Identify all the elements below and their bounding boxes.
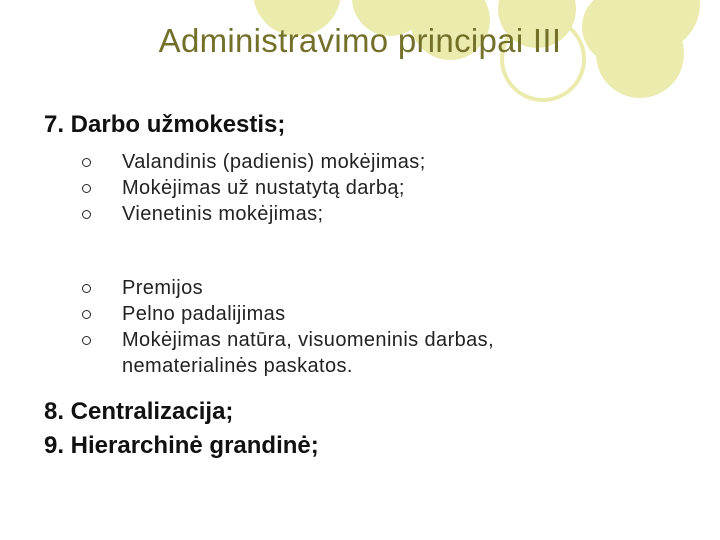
list-item [78,327,494,379]
list-item-text: Mokėjimas natūra, visuomeninis darbas, [122,329,495,351]
list-item [78,149,426,175]
section-heading-9: 9. Hierarchinė grandinė; [44,432,319,459]
hollow-circle-bullet-icon [82,158,91,167]
section-heading-7: 7. Darbo užmokestis; [44,111,286,138]
bullet-list-incentives [78,275,494,379]
list-item [78,275,494,301]
list-item-text: Mokėjimas už nustatytą darbą; [122,177,405,199]
section-heading-8: 8. Centralizacija; [44,398,234,425]
list-item-text: Vienetinis mokėjimas; [122,203,324,225]
list-item [78,301,494,327]
hollow-circle-bullet-icon [82,284,91,293]
list-item-text: Premijos [122,277,203,299]
hollow-circle-bullet-icon [82,184,91,193]
list-item-text: Valandinis (padienis) mokėjimas; [122,151,426,173]
list-item [78,201,426,227]
list-item-text: Pelno padalijimas [122,303,286,325]
hollow-circle-bullet-icon [82,336,91,345]
hollow-circle-bullet-icon [82,210,91,219]
page-title: Administravimo principai III [158,22,562,59]
hollow-circle-bullet-icon [82,310,91,319]
bullet-list-payment-types [78,149,426,227]
list-item [78,175,426,201]
list-item-text-continuation: nematerialinės paskatos. [122,355,353,377]
